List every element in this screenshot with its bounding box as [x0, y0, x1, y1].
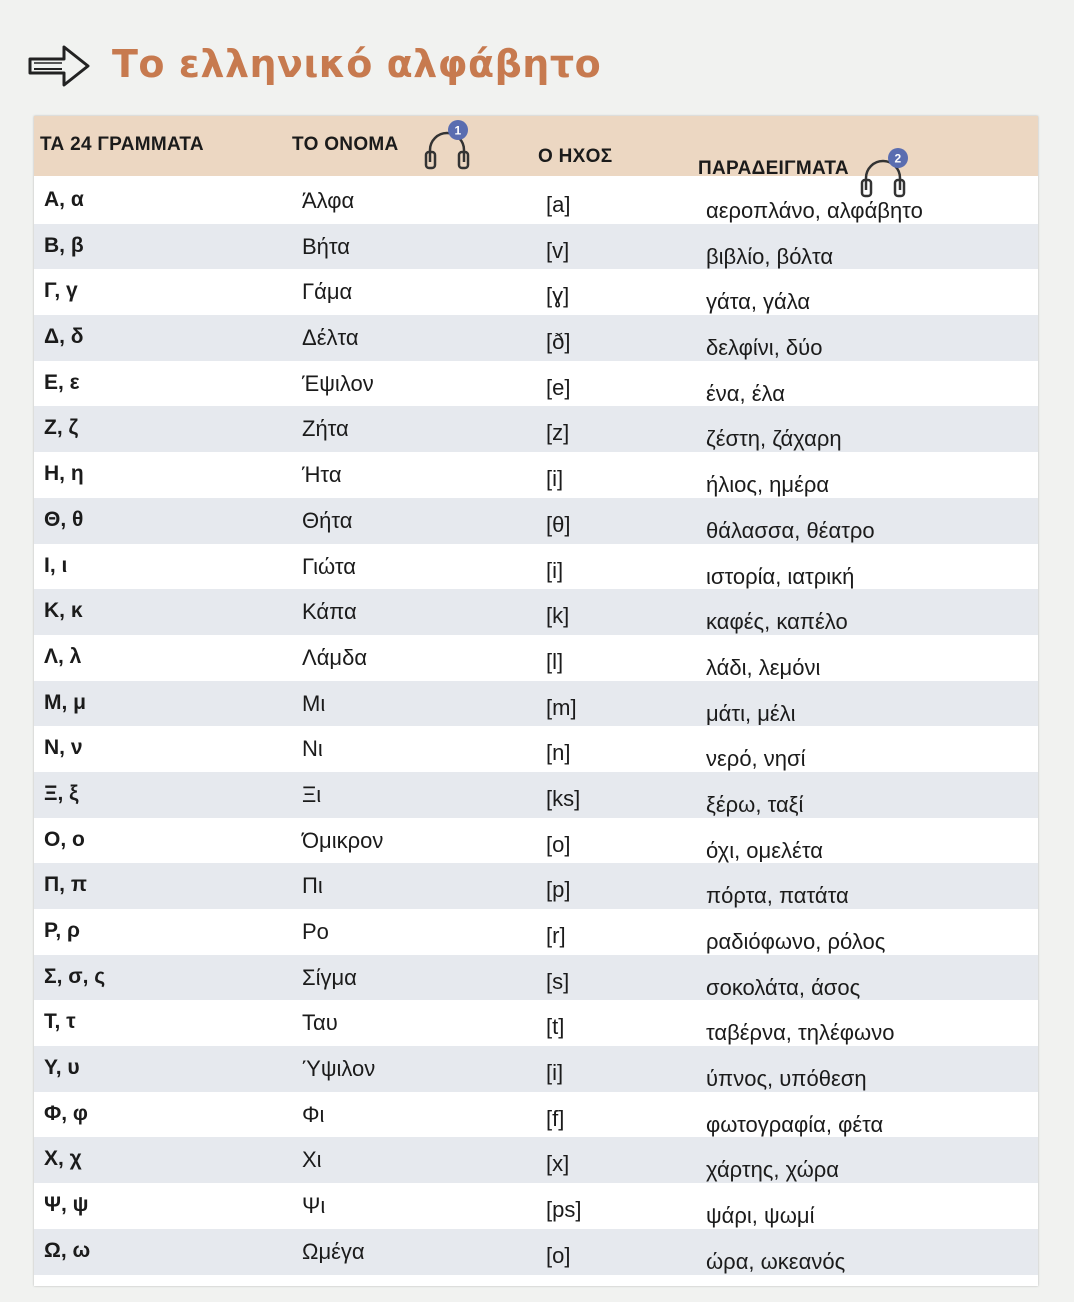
title-row	[26, 34, 601, 94]
examples-cell: όχι, ομελέτα	[706, 837, 823, 863]
sound-cell: [n]	[546, 740, 571, 766]
audio-track-number: 1	[454, 123, 462, 138]
examples-cell: βιβλίο, βόλτα	[706, 243, 834, 269]
table-row	[34, 589, 1038, 635]
letter-cell: Λ, λ	[44, 644, 82, 668]
letter-cell: Β, β	[44, 233, 84, 257]
letter-cell: Ν, ν	[44, 736, 83, 760]
table-row	[34, 863, 1038, 909]
name-cell: Ωμέγα	[302, 1238, 365, 1264]
examples-cell: δελφίνι, δύο	[706, 335, 823, 361]
sound-cell: [l]	[546, 648, 564, 674]
header-sound: Ο ΗΧΟΣ	[538, 146, 613, 167]
sound-cell: [f]	[546, 1105, 565, 1131]
examples-cell: ραδιόφωνο, ρόλος	[706, 929, 886, 954]
sound-cell: [i]	[546, 1060, 564, 1086]
examples-cell: σοκολάτα, άσος	[706, 974, 861, 1000]
name-cell: Φι	[302, 1101, 325, 1127]
table-row	[34, 1092, 1038, 1138]
letter-cell: Π, π	[44, 873, 87, 897]
examples-cell: ήλιος, ημέρα	[706, 472, 830, 498]
sound-cell: [k]	[546, 603, 570, 629]
name-cell: Λάμδα	[302, 644, 368, 670]
name-cell: Ζήτα	[302, 416, 349, 442]
letter-cell: Ξ, ξ	[44, 781, 79, 805]
table-row	[34, 1046, 1038, 1092]
table-row	[34, 1000, 1038, 1046]
sound-cell: [e]	[546, 374, 571, 400]
table-row	[34, 726, 1038, 772]
name-cell: Δέλτα	[302, 325, 359, 351]
letter-cell: Ζ, ζ	[44, 416, 79, 440]
sound-cell: [p]	[546, 877, 571, 903]
table-row	[34, 544, 1038, 590]
sound-cell: [m]	[546, 694, 577, 720]
name-cell: Ξι	[302, 781, 322, 807]
examples-cell: φωτογραφία, φέτα	[706, 1111, 884, 1137]
examples-cell: γάτα, γάλα	[706, 289, 811, 315]
name-cell: Θήτα	[302, 507, 353, 533]
table-row	[34, 681, 1038, 727]
letter-cell: Χ, χ	[44, 1147, 82, 1171]
name-cell: Μι	[302, 690, 326, 716]
sound-cell: [z]	[546, 420, 570, 446]
table-header	[34, 116, 1038, 179]
letter-cell: Τ, τ	[44, 1010, 76, 1034]
examples-cell: ύπνος, υπόθεση	[706, 1066, 867, 1092]
sound-cell: [ð]	[546, 329, 571, 355]
examples-cell: καφές, καπέλο	[706, 609, 848, 635]
examples-cell: λάδι, λεμόνι	[706, 654, 821, 680]
sound-cell: [o]	[546, 1242, 571, 1268]
page-title: Το ελληνικό αλφάβητο	[112, 42, 602, 86]
table-row	[34, 909, 1038, 955]
sound-cell: [i]	[546, 466, 564, 492]
name-cell: Όμικρον	[302, 827, 384, 853]
name-cell: Ψι	[302, 1193, 326, 1219]
sound-cell: [i]	[546, 557, 564, 583]
name-cell: Γιώτα	[302, 553, 357, 579]
table-row	[34, 635, 1038, 681]
name-cell: Νι	[302, 736, 323, 762]
examples-cell: πόρτα, πατάτα	[706, 883, 849, 909]
letter-cell: Μ, μ	[44, 690, 87, 714]
name-cell: Ταυ	[302, 1010, 338, 1036]
name-cell: Σίγμα	[302, 964, 357, 990]
name-cell: Άλφα	[302, 188, 355, 213]
table-row	[34, 1229, 1038, 1275]
header-letters: ΤΑ 24 ΓΡΑΜΜΑΤΑ	[40, 134, 204, 155]
name-cell: Ύψιλον	[302, 1056, 376, 1082]
letter-cell: Σ, σ, ς	[44, 964, 106, 988]
sound-cell: [x]	[546, 1151, 570, 1177]
examples-cell: μάτι, μέλι	[706, 700, 796, 726]
sound-cell: [ɣ]	[546, 283, 570, 309]
name-cell: Πι	[302, 873, 323, 899]
letter-cell: Ω, ω	[44, 1238, 91, 1262]
examples-cell: ένα, έλα	[706, 380, 785, 406]
sound-cell: [r]	[546, 923, 566, 948]
name-cell: Έψιλον	[302, 370, 374, 396]
table-row	[34, 772, 1038, 818]
examples-cell: ταβέρνα, τηλέφωνο	[706, 1020, 895, 1046]
name-cell: Ρο	[302, 919, 329, 944]
letter-cell: Ψ, ψ	[44, 1193, 89, 1217]
table-body	[34, 178, 1038, 1275]
letter-cell: Κ, κ	[44, 599, 83, 623]
sound-cell: [v]	[546, 237, 570, 263]
sound-cell: [θ]	[546, 511, 571, 537]
sound-cell: [s]	[546, 968, 570, 994]
examples-cell: ιστορία, ιατρική	[706, 563, 855, 589]
examples-cell: ζέστη, ζάχαρη	[706, 426, 842, 452]
name-cell: Γάμα	[302, 279, 353, 305]
alphabet-table	[34, 116, 1038, 1286]
pencil-arrow-icon	[26, 39, 92, 89]
headphones-audio-icon[interactable]	[422, 118, 472, 174]
name-cell: Χι	[302, 1147, 322, 1173]
letter-cell: Δ, δ	[44, 325, 84, 349]
letter-cell: Γ, γ	[44, 279, 78, 303]
examples-cell: νερό, νησί	[706, 746, 806, 772]
examples-cell: αεροπλάνο, αλφάβητο	[706, 198, 923, 223]
examples-cell: ξέρω, ταξί	[706, 791, 804, 817]
name-cell: Βήτα	[302, 233, 351, 259]
letter-cell: Θ, θ	[44, 507, 84, 531]
examples-cell: θάλασσα, θέατρο	[706, 517, 875, 543]
letter-cell: Ι, ι	[44, 553, 68, 577]
table-row	[34, 178, 1038, 224]
table-row	[34, 269, 1038, 315]
letter-cell: Ε, ε	[44, 370, 80, 394]
letter-cell: Υ, υ	[44, 1056, 80, 1080]
letter-cell: Α, α	[44, 188, 84, 211]
examples-cell: ώρα, ωκεανός	[706, 1248, 846, 1274]
examples-cell: ψάρι, ψωμί	[706, 1203, 815, 1229]
name-cell: Κάπα	[302, 599, 357, 625]
examples-cell: χάρτης, χώρα	[706, 1157, 839, 1183]
table-row	[34, 361, 1038, 407]
table-row	[34, 818, 1038, 864]
sound-cell: [ks]	[546, 785, 581, 811]
audio-track-number: 2	[894, 151, 902, 166]
name-cell: Ήτα	[302, 462, 342, 488]
sound-cell: [o]	[546, 831, 571, 857]
table-row	[34, 406, 1038, 452]
header-name: ΤΟ ΟΝΟΜΑ	[292, 134, 399, 155]
table-row	[34, 1137, 1038, 1183]
table-row	[34, 224, 1038, 270]
sound-cell: [t]	[546, 1014, 565, 1040]
sound-cell: [ps]	[546, 1197, 582, 1223]
letter-cell: Ρ, ρ	[44, 919, 80, 942]
table-row	[34, 452, 1038, 498]
sound-cell: [a]	[546, 192, 571, 217]
table-row	[34, 498, 1038, 544]
table-row	[34, 315, 1038, 361]
table-row	[34, 1183, 1038, 1229]
table-row	[34, 955, 1038, 1001]
letter-cell: Φ, φ	[44, 1101, 88, 1125]
letter-cell: Η, η	[44, 462, 84, 486]
letter-cell: Ο, ο	[44, 827, 85, 851]
header-examples: ΠΑΡΑΔΕΙΓΜΑΤΑ	[698, 158, 849, 179]
